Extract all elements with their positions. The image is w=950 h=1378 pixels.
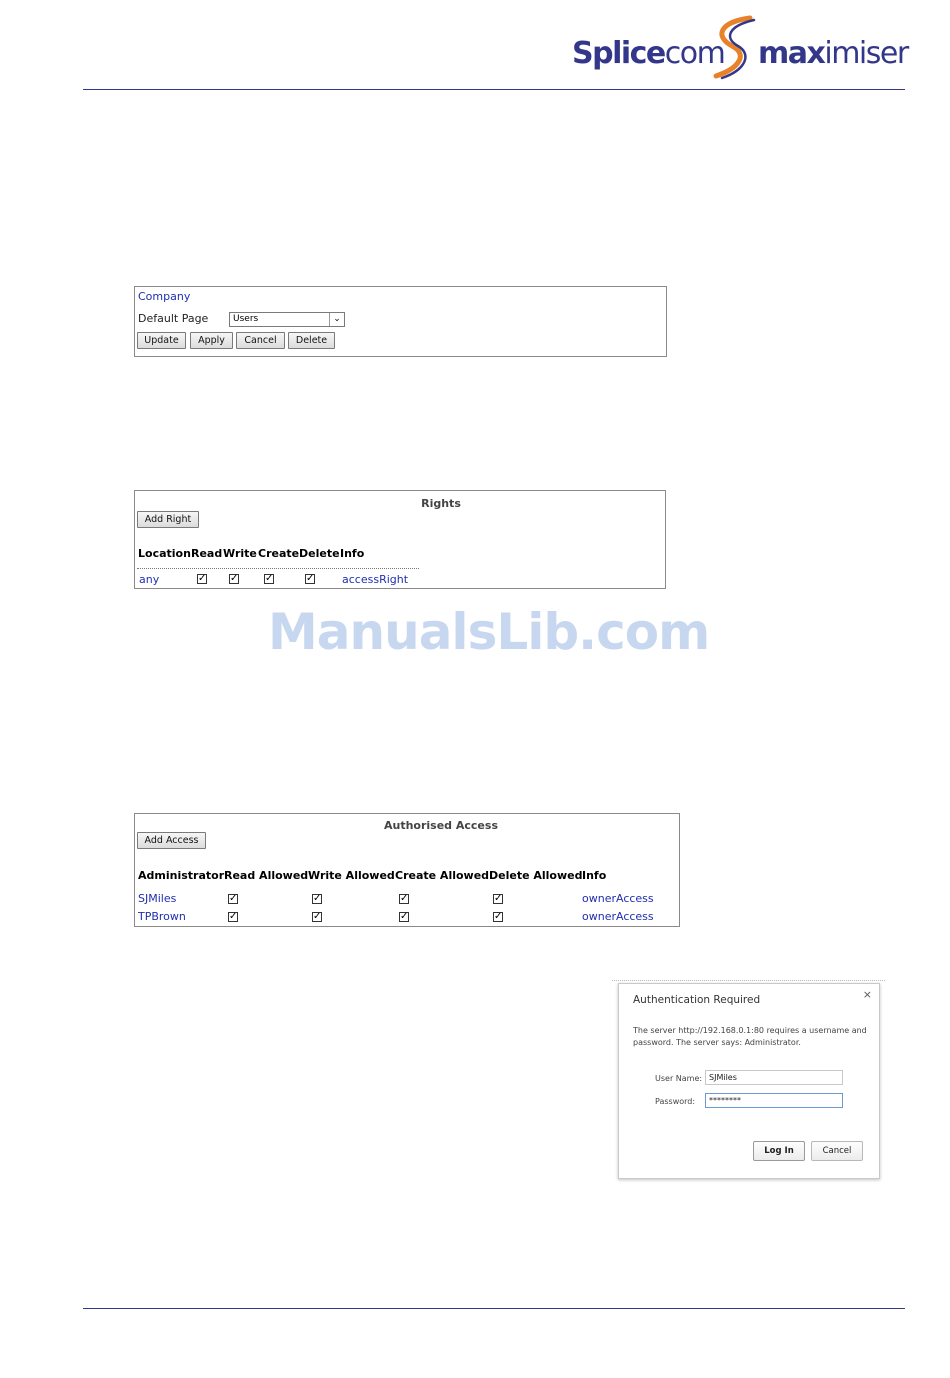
write-checkbox[interactable]: ✓ <box>230 573 239 584</box>
dialog-cancel-button[interactable]: Cancel <box>811 1141 863 1161</box>
username-label: User Name: <box>655 1074 703 1083</box>
read-allowed-checkbox[interactable]: ✓ <box>229 911 238 922</box>
cancel-button[interactable]: Cancel <box>236 332 285 349</box>
company-link[interactable]: Company <box>138 290 191 303</box>
col-info: Info <box>582 869 607 882</box>
create-checkbox[interactable]: ✓ <box>265 573 274 584</box>
col-read: Read <box>191 547 223 560</box>
create-allowed-checkbox[interactable]: ✓ <box>400 911 409 922</box>
company-panel <box>134 286 667 357</box>
administrator-link-sjmiles[interactable]: SJMiles <box>138 892 177 905</box>
administrator-link-tpbrown[interactable]: TPBrown <box>138 910 186 923</box>
write-allowed-checkbox[interactable]: ✓ <box>313 893 322 904</box>
logo-maximiser-text: maximiser <box>758 36 908 71</box>
col-delete: Delete <box>299 547 340 560</box>
delete-button[interactable]: Delete <box>288 332 335 349</box>
default-page-label: Default Page <box>138 312 209 325</box>
manualslib-watermark: ManualsLib.com <box>268 603 710 661</box>
add-access-button[interactable]: Add Access <box>137 832 206 849</box>
username-field[interactable]: SJMiles <box>705 1070 843 1085</box>
password-label: Password: <box>655 1097 696 1106</box>
chevron-down-icon[interactable]: ⌄ <box>329 313 344 326</box>
header-rule <box>83 89 905 90</box>
authorised-access-title: Authorised Access <box>383 819 498 832</box>
col-administrator: Administrator <box>138 869 225 882</box>
authentication-dialog <box>618 983 880 1179</box>
create-allowed-checkbox[interactable]: ✓ <box>400 893 409 904</box>
rights-divider <box>137 568 419 569</box>
log-in-button[interactable]: Log In <box>753 1141 805 1161</box>
col-create-allowed: Create Allowed <box>395 869 490 882</box>
authorised-access-panel <box>134 813 680 927</box>
read-allowed-checkbox[interactable]: ✓ <box>229 893 238 904</box>
footer-rule <box>83 1308 905 1309</box>
dialog-message: The server http://192.168.0.1:80 requires a username and password. The server says: Administrator. <box>633 1026 867 1047</box>
col-info: Info <box>340 547 365 560</box>
access-right-link[interactable]: accessRight <box>342 573 409 586</box>
col-location: Location <box>138 547 191 560</box>
write-allowed-checkbox[interactable]: ✓ <box>313 911 322 922</box>
owner-access-link[interactable]: ownerAccess <box>582 910 654 923</box>
splicecom-s-swoosh-icon <box>710 14 760 80</box>
logo-splicecom-text: Splicecom <box>572 36 725 71</box>
password-field[interactable]: ******** <box>705 1093 843 1108</box>
delete-checkbox[interactable]: ✓ <box>306 573 315 584</box>
delete-allowed-checkbox[interactable]: ✓ <box>494 893 503 904</box>
location-link-any[interactable]: any <box>139 573 160 586</box>
add-right-button[interactable]: Add Right <box>137 511 199 528</box>
rights-title: Rights <box>421 497 461 510</box>
col-write-allowed: Write Allowed <box>308 869 395 882</box>
update-button[interactable]: Update <box>137 332 186 349</box>
delete-allowed-checkbox[interactable]: ✓ <box>494 911 503 922</box>
owner-access-link[interactable]: ownerAccess <box>582 892 654 905</box>
col-delete-allowed: Delete Allowed <box>489 869 583 882</box>
rights-panel <box>134 490 666 589</box>
default-page-select[interactable] <box>229 312 345 327</box>
close-icon[interactable]: × <box>862 988 872 1001</box>
read-checkbox[interactable]: ✓ <box>198 573 207 584</box>
apply-button[interactable]: Apply <box>190 332 233 349</box>
dialog-title: Authentication Required <box>633 994 761 1006</box>
col-read-allowed: Read Allowed <box>224 869 309 882</box>
col-create: Create <box>258 547 300 560</box>
col-write: Write <box>223 547 257 560</box>
default-page-value: Users <box>233 314 259 324</box>
splicecom-maximiser-logo <box>570 14 908 84</box>
